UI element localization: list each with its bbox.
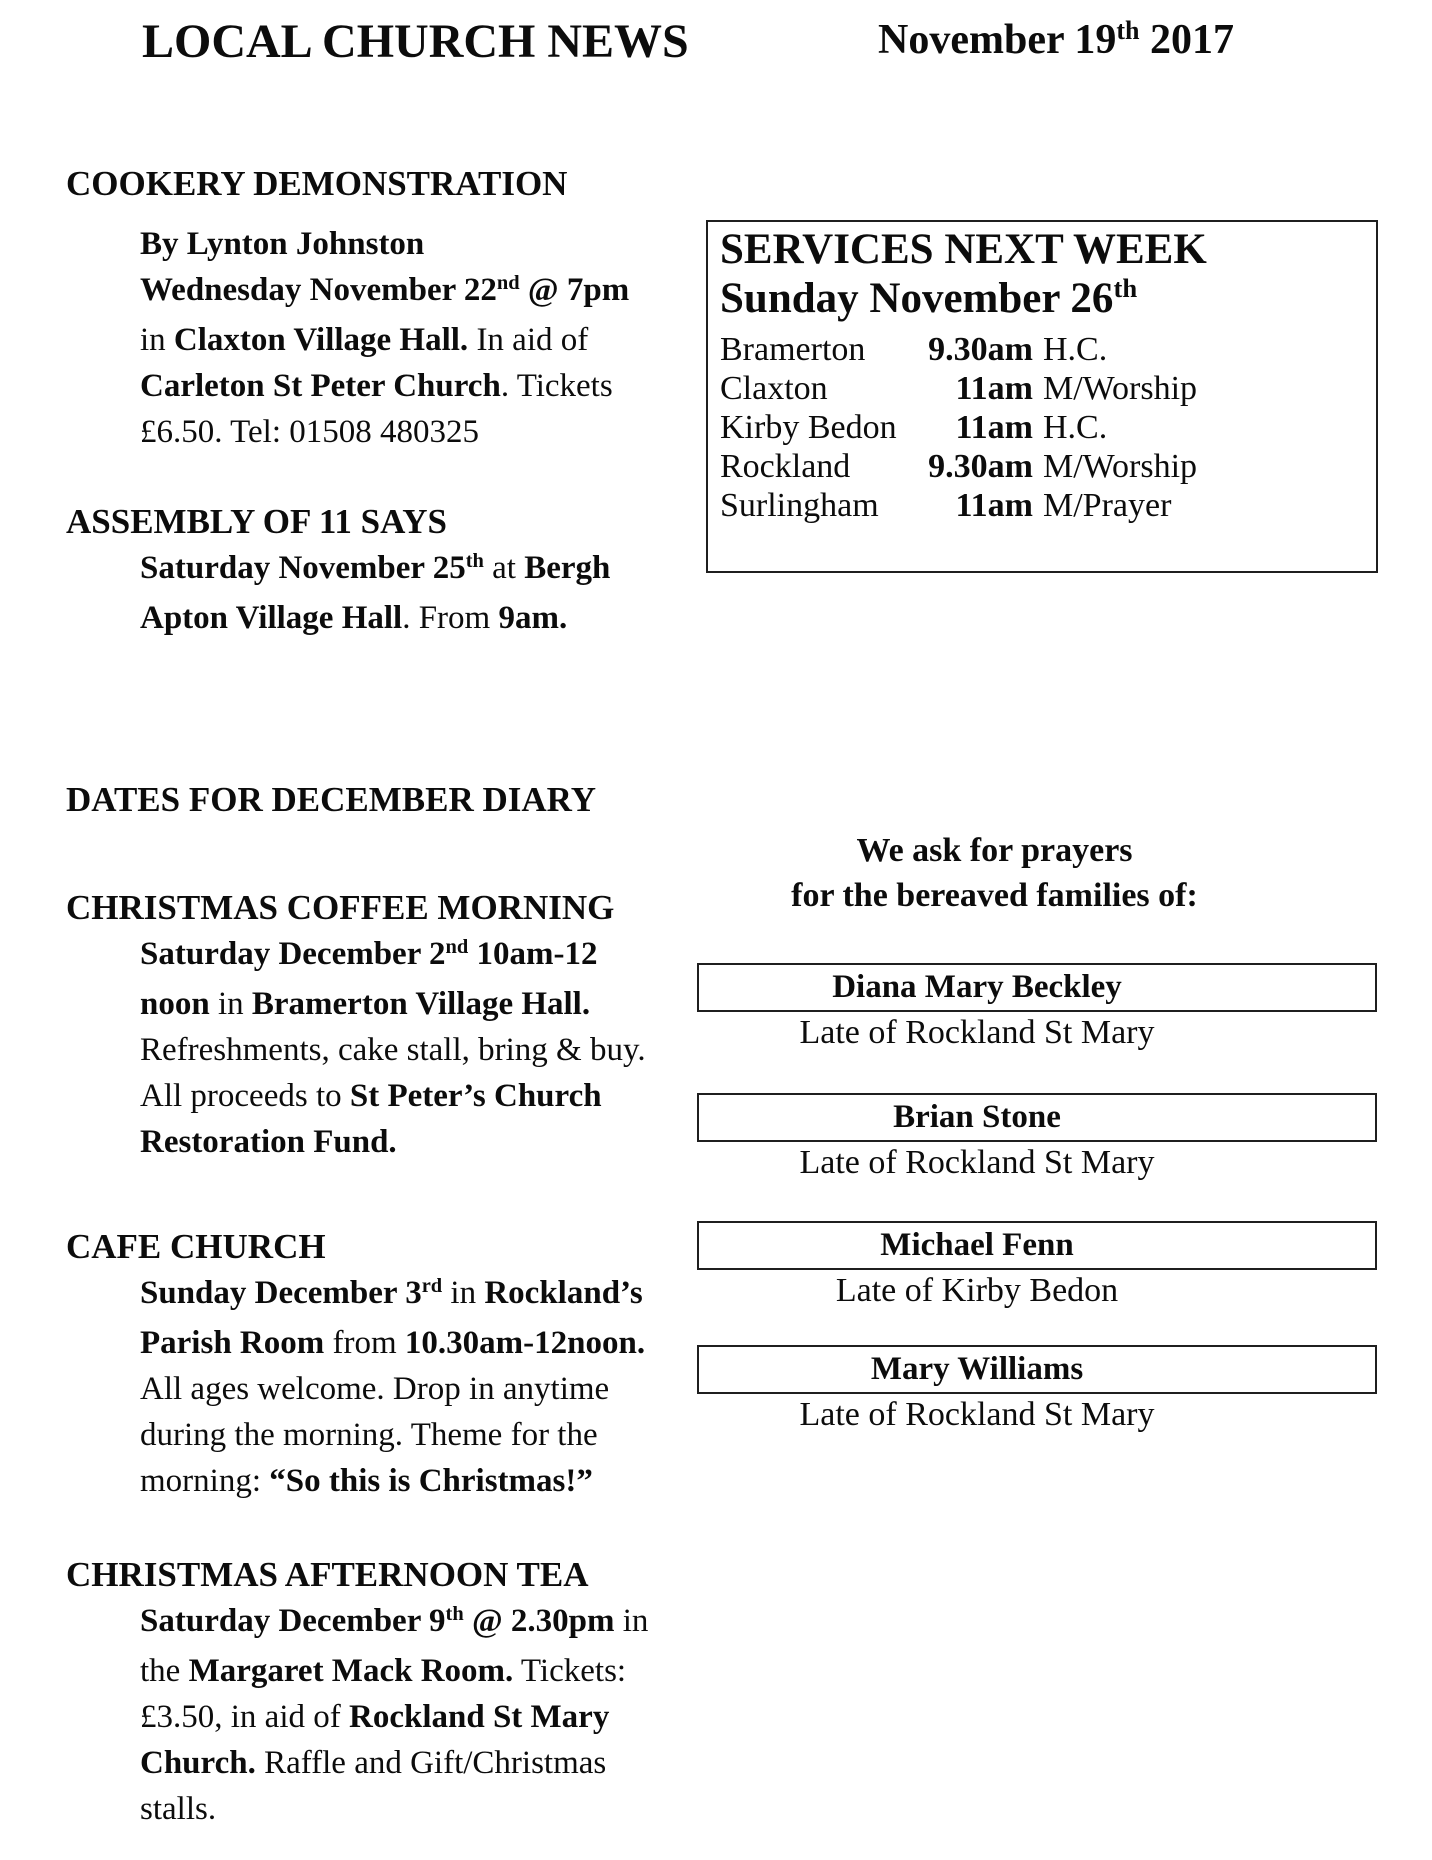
service-place: Rockland <box>720 448 851 485</box>
memorial-entry <box>697 1345 1377 1434</box>
service-place: Kirby Bedon <box>720 409 897 446</box>
body-line: Saturday December 2nd 10am-12 <box>140 935 598 972</box>
body-line: morning: “So this is Christmas!” <box>140 1463 593 1499</box>
body-line: Apton Village Hall. From 9am. <box>140 600 568 636</box>
service-place: Surlingham <box>720 487 879 524</box>
section-body <box>140 221 706 455</box>
body-line: Parish Room from 10.30am-12noon. <box>140 1325 646 1361</box>
service-row <box>720 486 1376 525</box>
section-heading-afternoon-tea: CHRISTMAS AFTERNOON TEA <box>66 1555 589 1594</box>
service-row <box>720 330 1376 369</box>
body-line: Carleton St Peter Church. Tickets <box>140 368 613 404</box>
body-line: Refreshments, cake stall, bring & buy. <box>140 1032 646 1068</box>
services-next-week-box <box>706 220 1378 573</box>
section-body <box>140 1270 706 1504</box>
section-cafe-church <box>66 1226 706 1504</box>
service-type: M/Worship <box>1043 448 1198 485</box>
section-body <box>140 931 706 1165</box>
service-place: Bramerton <box>720 331 866 368</box>
services-subtitle: Sunday November 26th <box>720 273 1138 322</box>
memorial-name-box <box>697 1221 1377 1270</box>
memorial-name: Michael Fenn <box>880 1227 1074 1263</box>
section-afternoon-tea <box>66 1554 706 1832</box>
service-time: 9.30am <box>928 331 1033 368</box>
memorial-late-of: Late of Rockland St Mary <box>799 1396 1155 1433</box>
section-coffee-morning <box>66 887 706 1165</box>
prayers-heading-line1: We ask for prayers <box>856 832 1133 869</box>
body-line: during the morning. Theme for the <box>140 1417 598 1453</box>
memorial-name: Brian Stone <box>893 1099 1061 1135</box>
service-type: M/Prayer <box>1043 487 1172 524</box>
section-cookery <box>66 163 706 455</box>
service-type: M/Worship <box>1043 370 1198 407</box>
section-heading-cafe-church: CAFE CHURCH <box>66 1227 326 1266</box>
body-line: £3.50, in aid of Rockland St Mary <box>140 1699 610 1735</box>
service-type: H.C. <box>1043 331 1108 368</box>
section-heading-cookery: COOKERY DEMONSTRATION <box>66 164 568 203</box>
body-line: Sunday December 3rd in Rockland’s <box>140 1274 643 1311</box>
body-line: All ages welcome. Drop in anytime <box>140 1371 610 1407</box>
page-title: LOCAL CHURCH NEWS <box>142 15 689 68</box>
service-time: 11am <box>955 487 1033 524</box>
body-line: Saturday November 25th at Bergh <box>140 549 611 586</box>
section-body <box>140 1598 706 1832</box>
service-place: Claxton <box>720 370 828 407</box>
memorial-name: Mary Williams <box>870 1351 1084 1387</box>
section-heading-coffee-morning: CHRISTMAS COFFEE MORNING <box>66 888 615 927</box>
service-time: 11am <box>955 409 1033 446</box>
body-line: Saturday December 9th @ 2.30pm in <box>140 1602 649 1639</box>
body-line: £6.50. Tel: 01508 480325 <box>140 414 479 450</box>
prayers-heading-line2: for the bereaved families of: <box>791 877 1198 914</box>
memorial-name: Diana Mary Beckley <box>832 969 1122 1005</box>
body-line: the Margaret Mack Room. Tickets: <box>140 1653 627 1689</box>
section-heading-assembly: ASSEMBLY OF 11 SAYS <box>66 502 447 541</box>
memorial-late-of: Late of Rockland St Mary <box>799 1144 1155 1181</box>
services-list <box>720 330 1376 525</box>
body-line: stalls. <box>140 1791 217 1827</box>
body-line: Church. Raffle and Gift/Christmas <box>140 1745 607 1781</box>
memorial-late-of: Late of Rockland St Mary <box>799 1014 1155 1051</box>
prayers-heading <box>697 828 1377 918</box>
service-row <box>720 408 1376 447</box>
body-line: Wednesday November 22nd @ 7pm <box>140 271 630 308</box>
service-row <box>720 447 1376 486</box>
service-time: 9.30am <box>928 448 1033 485</box>
body-line: noon in Bramerton Village Hall. <box>140 986 591 1022</box>
section-body <box>140 545 706 641</box>
body-line: in Claxton Village Hall. In aid of <box>140 322 589 358</box>
body-line: By Lynton Johnston <box>140 226 425 262</box>
service-type: H.C. <box>1043 409 1108 446</box>
body-line: All proceeds to St Peter’s Church <box>140 1078 602 1114</box>
memorial-entry <box>697 963 1377 1052</box>
service-time: 11am <box>955 370 1033 407</box>
section-assembly <box>66 501 706 641</box>
issue-date: November 19th 2017 <box>878 15 1234 63</box>
service-row <box>720 369 1376 408</box>
memorial-entry <box>697 1093 1377 1182</box>
memorial-name-box <box>697 963 1377 1012</box>
memorial-name-box <box>697 1345 1377 1394</box>
services-title: SERVICES NEXT WEEK <box>720 226 1207 273</box>
memorial-name-box <box>697 1093 1377 1142</box>
memorial-entry <box>697 1221 1377 1310</box>
memorial-late-of: Late of Kirby Bedon <box>835 1272 1119 1309</box>
section-december-diary <box>66 779 706 821</box>
body-line: Restoration Fund. <box>140 1124 397 1160</box>
section-heading-december-diary: DATES FOR DECEMBER DIARY <box>66 780 596 819</box>
